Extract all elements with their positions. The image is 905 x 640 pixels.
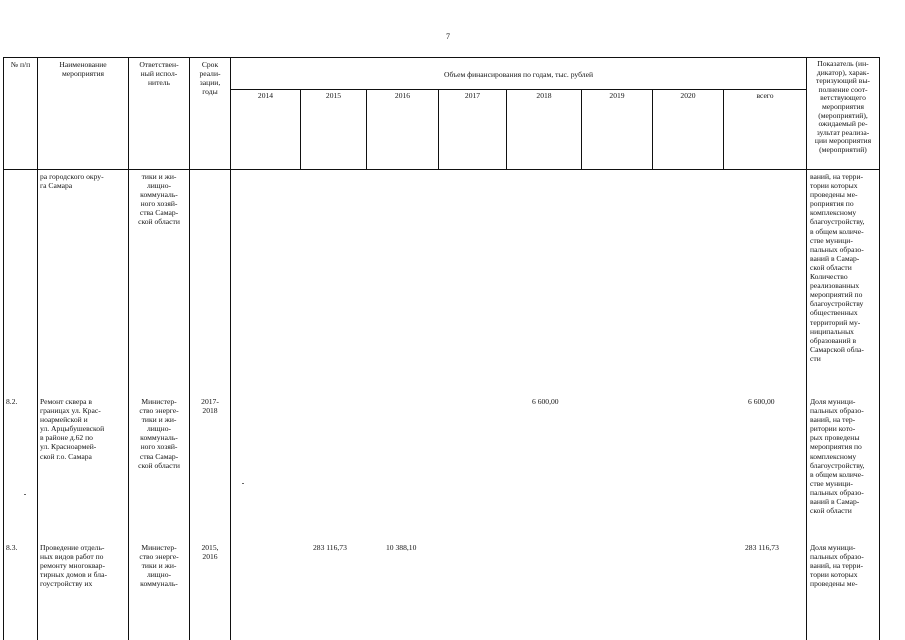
year-sep-2020 xyxy=(652,89,653,170)
year-sep-2017 xyxy=(438,89,439,170)
row3-no: 8.3. xyxy=(6,543,18,552)
header-col-indicator: Показатель (ин- дикатор), харак- теризующий вы- полнение соот- ветствующего мероприятия (мероприятий), ожидаемый ре- зультат реализа- ции мероприятия (мероприятий) xyxy=(814,59,872,154)
year-sep-2015 xyxy=(300,89,301,170)
header-year-total: всего xyxy=(756,91,774,100)
header-col-no: № п/п xyxy=(10,60,31,69)
col-border-right xyxy=(879,57,880,640)
header-year-2017: 2017 xyxy=(464,91,481,100)
header-col-name: Наименование мероприятия xyxy=(59,60,107,79)
scan-speck xyxy=(24,494,26,495)
years-header-border xyxy=(230,89,806,90)
row2-name: Ремонт сквера в границах ул. Крас- ноармейской и ул. Арцыбушевской в районе д.62 по ул. Красноармей- ской г.о. Самара xyxy=(40,397,105,461)
row1-responsible: тики и жи- лищно- коммуналь- ного хозяй- ства Самар- ской области xyxy=(138,172,180,227)
header-year-2016: 2016 xyxy=(394,91,411,100)
header-year-2018: 2018 xyxy=(536,91,552,100)
header-year-2020: 2020 xyxy=(680,91,696,100)
page-number: 7 xyxy=(446,32,450,41)
row2-responsible: Министер- ство энерге- тики и жи- лищно- коммуналь- ного хозяй- ства Самар- ской области xyxy=(138,397,180,470)
col-border-left xyxy=(3,57,4,640)
header-top-border xyxy=(3,57,879,58)
row1-name: ра городского окру- га Самара xyxy=(40,172,104,191)
row2-2018: 6 600,00 xyxy=(532,397,559,406)
col-border-no-name xyxy=(37,57,38,640)
row3-total: 283 116,73 xyxy=(745,543,779,552)
header-col-responsible: Ответствен- ный испол- нитель xyxy=(139,60,179,88)
header-year-2019: 2019 xyxy=(609,91,625,100)
row3-2016: 10 388,10 xyxy=(386,543,417,552)
year-sep-2016 xyxy=(366,89,367,170)
col-border-term-funding xyxy=(230,57,231,640)
header-year-2015: 2015 xyxy=(325,91,342,100)
header-year-2014: 2014 xyxy=(257,91,274,100)
row3-2015: 283 116,73 xyxy=(313,543,347,552)
row3-indicator: Доля муници- пальных образо- ваний, на терри- тории которых проведены ме- xyxy=(810,543,864,589)
row1-indicator: ваний, на терри- тории которых проведены ме- роприятия по комплексному благоустройству, в общем количе- стве муници- пальных образо- ваний в Самар- ской области Количество реализованных мероприятий по благоустройству общественных территорий му- ниципальных образований в Самарской обла- сти xyxy=(810,172,865,363)
year-sep-total xyxy=(723,89,724,170)
year-sep-2018 xyxy=(506,89,507,170)
header-col-term: Срок реали- зации, годы xyxy=(199,60,221,97)
header-bottom-border xyxy=(3,169,879,170)
row2-no: 8.2. xyxy=(6,397,18,406)
row3-term: 2015, 2016 xyxy=(201,543,219,562)
row2-indicator: Доля муници- пальных образо- ваний, на тер- ритории кото- рых проведены мероприятия по комплексному благоустройству, в общем количе- стве муници- пальных образо- ваний в Самар- ской области xyxy=(810,397,865,516)
year-sep-2019 xyxy=(581,89,582,170)
row3-name: Проведение отдель- ных видов работ по ремонту многоквар- тирных домов и бла- гоустройству их xyxy=(40,543,107,589)
header-col-funding: Объем финансирования по годам, тыс. рублей xyxy=(443,70,594,79)
scan-speck xyxy=(242,483,244,484)
row3-responsible: Министер- ство энерге- тики и жи- лищно- коммуналь- xyxy=(139,543,179,589)
row2-total: 6 600,00 xyxy=(748,397,775,406)
row2-term: 2017- 2018 xyxy=(201,397,219,416)
